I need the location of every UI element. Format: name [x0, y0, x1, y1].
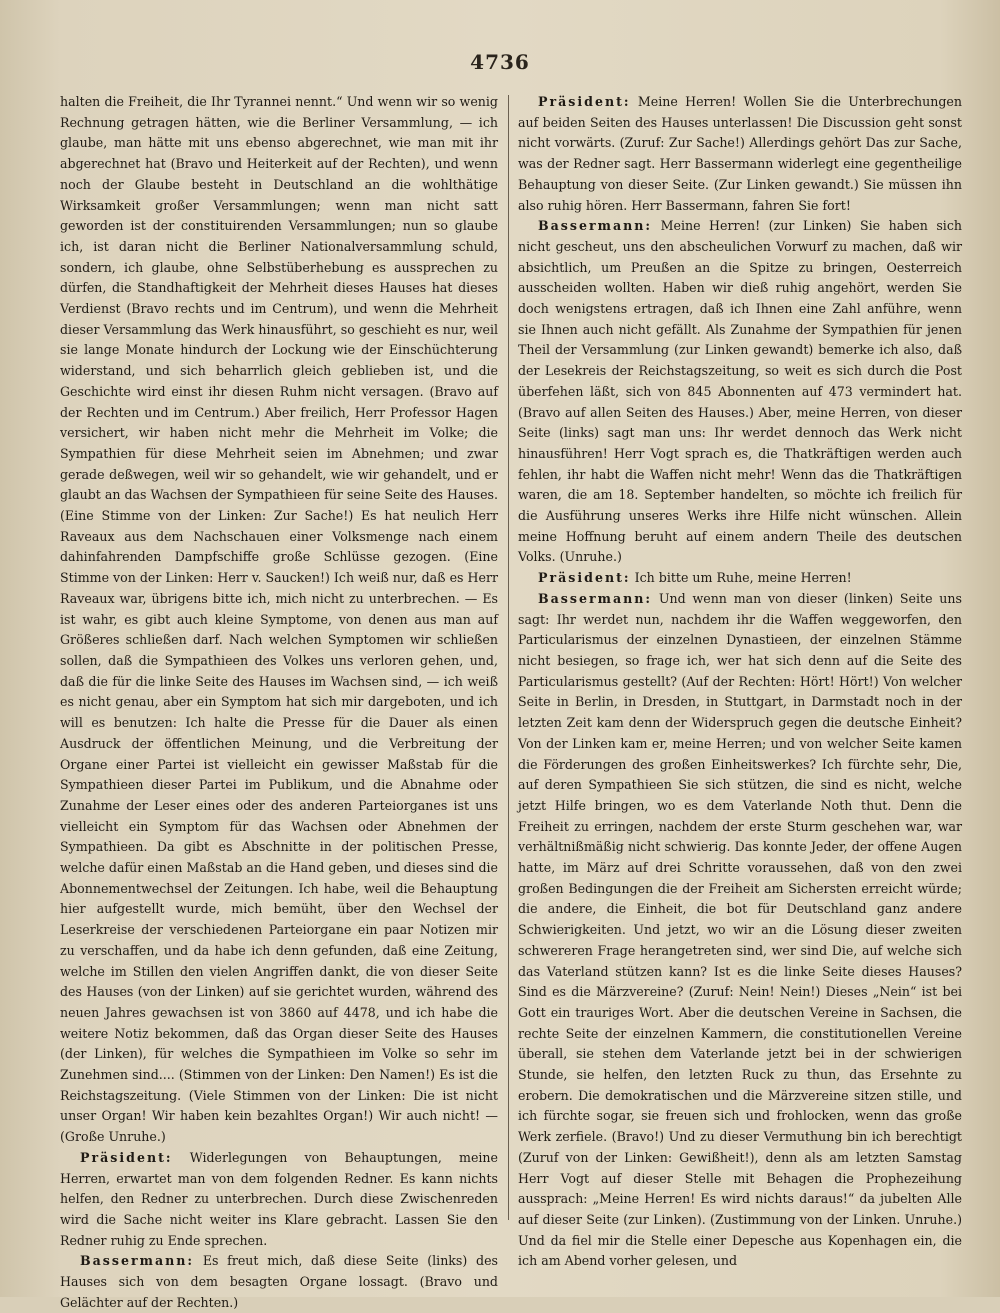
paragraph: [518, 568, 962, 589]
left-column: [60, 92, 498, 1310]
page-number: 4736: [470, 50, 530, 74]
paragraph-text: halten die Freiheit, die Ihr Tyrannei nennt.“ Und wenn wir so wenig Rechnung getragen hätten, wie die Berliner Versammlung, — ich glaube, man hätte mit uns ebenso abgerechnet, wie man mit ihr abgerechnet hat (Bravo und Heiterkeit auf der Rechten), und wenn noch der Glaube besteht in Deutschland an die wohlthätige Wirksamkeit großer Versammlungen; wenn man nicht satt geworden ist der constituirenden Versammlungen; nun so glaube ich, ist daran nicht die Berliner Nationalversammlung schuld, sondern, ich glaube, ohne Selbstüberhebung es aussprechen zu dürfen, die Standhaftigkeit der Mehrheit dieses Hauses hat dieses Verdienst (Bravo rechts und im Centrum), und wenn die Mehrheit dieser Versammlung das Werk hinausführt, so geschieht es nur, weil sie lange Monate hindurch der Lockung wie der Einschüchterung widerstand, und sich beharrlich gleich geblieben ist, und die Geschichte wird einst ihr diesen Ruhm nicht versagen. (Bravo auf der Rechten und im Centrum.) Aber freilich, Herr Professor Hagen versichert, wir haben nicht mehr die Mehrheit im Volke; die Sympathien für diese Mehrheit seien im Abnehmen; und zwar gerade deßwegen, weil wir so gehandelt, wie wir gehandelt, und er glaubt an das Wachsen der Sympathieen für seine Seite des Hauses. (Eine Stimme von der Linken: Zur Sache!) Es hat neulich Herr Raveaux aus dem Nachschauen einer Volksmenge nach einem dahinfahrenden Dampfschiffe große Schlüsse gezogen. (Eine Stimme von der Linken: Herr v. Saucken!) Ich weiß nur, daß es Herr Raveaux war, übrigens bitte ich, mich nicht zu unterbrechen. — Es ist wahr, es gibt auch kleine Symptome, von denen aus man auf Größeres schließen darf. Nach welchen Symptomen wir schließen sollen, daß die Sympathieen des Volkes uns verloren gehen, und, daß die für die linke Seite des Hauses im Wachsen sind, — ich weiß es nicht genau, aber ein Symptom hat sich mir dargeboten, und ich will es benutzen: Ich halte die Presse für die Dauer als einen Ausdruck der öffentlichen Meinung, und die Verbreitung der Organe einer Partei ist vielleicht ein gewisser Maßstab für die Sympathieen dieser Partei im Publikum, und die Abnahme oder Zunahme der Leser eines oder des anderen Parteiorganes ist uns vielleicht ein Symptom für das Wachsen oder Abnehmen der Sympathieen. Da gibt es Abschnitte in der politischen Presse, welche dafür einen Maßstab an die Hand geben, und dieses sind die Abonnementwechsel der Zeitungen. Ich habe, weil die Behauptung hier aufgestellt wurde, mich bemüht, über den Wechsel der Leserkreise der verschiedenen Parteiorgane ein paar Notizen mir zu verschaffen, und da habe ich denn gefunden, daß eine Zeitung, welche im Stillen den vielen Angriffen dankt, die von dieser Seite des Hauses (von der Linken) auf sie gerichtet wurden, während des neuen Jahres gewachsen ist von 3860 auf 4478, und ich habe die weitere Notiz bekommen, daß das Organ dieser Seite des Hauses (der Linken), für welches die Sympathieen im Volke so sehr im Zunehmen sind.... (Stimmen von der Linken: Den Namen!) Es ist die Reichstagszeitung. (Viele Stimmen von der Linken: Die ist nicht unser Organ! Wir haben kein bezahltes Organ!) Wir auch nicht! — (Große Unruhe.): [60, 94, 498, 1145]
speaker-name: Bassermann:: [80, 1253, 195, 1269]
paragraph: [518, 92, 962, 216]
paragraph: [60, 1148, 498, 1252]
speaker-name: Präsident:: [80, 1149, 173, 1165]
paragraph: [60, 92, 498, 1148]
paragraph-text: Meine Herren! Wollen Sie die Unterbrechungen auf beiden Seiten des Hauses unterlassen! Die Discussion geht sonst nicht vorwärts. (Zuruf: Zur Sache!) Allerdings gehört Das zur Sache, was der Redner sagt. Herr Bassermann widerlegt eine gegentheilige Behauptung von dieser Seite. (Zur Linken gewandt.) Sie müssen ihn also ruhig hören. Herr Bassermann, fahren Sie fort!: [518, 94, 962, 213]
speaker-name: Bassermann:: [538, 590, 653, 606]
paragraph-text: Widerlegungen von Behauptungen, meine Herren, erwartet man von dem folgenden Redner. Es kann nichts helfen, den Redner zu unterbrechen. Durch diese Zwischenreden wird die Sache nicht weiter ins Klare gebracht. Lassen Sie den Redner ruhig zu Ende sprechen.: [60, 1149, 498, 1248]
speaker-name: Präsident:: [538, 570, 631, 586]
paragraph: [518, 216, 962, 568]
paragraph-text: Und wenn man von dieser (linken) Seite uns sagt: Ihr werdet nun, nachdem ihr die Waffen weggeworfen, den Particularismus der einzelnen Dynastieen, der einzelnen Stämme nicht besiegen, so frage ich, wer hat sich denn auf die Seite des Particularismus gestellt? (Auf der Rechten: Hört! Hört!) Von welcher Seite in Berlin, in Dresden, in Stuttgart, in Darmstadt noch in der letzten Zeit kam denn der Widerspruch gegen die deutsche Einheit? Von der Linken kam er, meine Herren; und von welcher Seite kamen die Förderungen des großen Einheitswerkes? Ich fürchte sehr, Die, auf deren Sympathieen Sie sich stützen, die sind es nicht, welche jetzt Hilfe bringen, wo es dem Vaterlande Noth thut. Denn die Freiheit zu erringen, nachdem der erste Sturm geschehen war, war verhältnißmäßig nicht schwierig. Das konnte Jeder, der offene Augen hatte, im März auf drei Schritte voraussehen, daß von den zwei großen Bedingungen die der Freiheit am Sichersten erreicht würde; die andere, die Einheit, die bot für Deutschland ganz andere Schwierigkeiten. Und jetzt, wo wir an die Lösung dieser zweiten schwereren Frage herangetreten sind, wer sind Die, auf welche sich das Vaterland stützen kann? Ist es die linke Seite dieses Hauses? Sind es die Märzvereine? (Zuruf: Nein! Nein!) Dieses „Nein“ ist bei Gott ein trauriges Wort. Aber die deutschen Vereine in Sachsen, die rechte Seite der einzelnen Kammern, die constitutionellen Vereine überall, sie stehen dem Vaterlande jetzt bei in der schwierigen Stunde, sie helfen, den letzten Ruck zu thun, das Ersehnte zu erobern. Die demokratischen und die Märzvereine sitzen stille, und ich fürchte sogar, sie freuen sich und frohlocken, wenn das große Werk zerfiele. (Bravo!) Und zu dieser Vermuthung bin ich berechtigt (Zuruf von der Linken: Gewißheit!), denn als am letzten Samstag Herr Vogt auf dieser Stelle mit Behagen die Prophezeihung aussprach: „Meine Herren! Es wird nichts daraus!“ da jubelten Alle auf dieser Seite (zur Linken). (Zustimmung von der Linken. Unruhe.) Und da fiel mir die Stelle einer Depesche aus Kopenhagen ein, die ich am Abend vorher gelesen, und: [518, 590, 962, 1269]
paragraph-text: Ich bitte um Ruhe, meine Herren!: [634, 570, 852, 586]
right-column: [518, 92, 962, 1269]
paragraph: [60, 1251, 498, 1313]
paragraph-text: Es freut mich, daß diese Seite (links) des Hauses sich von dem besagten Organe lossagt. (Bravo und Gelächter auf der Rechten.): [60, 1253, 498, 1310]
speaker-name: Präsident:: [538, 94, 631, 109]
paragraph: [518, 589, 962, 1272]
column-divider: [508, 95, 509, 1220]
paragraph-text: Meine Herren! (zur Linken) Sie haben sich nicht gescheut, uns den abscheulichen Vorwurf zu machen, daß wir absichtlich, um Preußen an die Spitze zu bringen, Oesterreich ausscheiden wollten. Haben wir dieß ruhig angehört, werden Sie doch wenigstens ertragen, daß ich Ihnen eine Zahl anführe, wenn sie Ihnen auch nicht gefällt. Als Zunahme der Sympathien für jenen Theil der Versammlung (zur Linken gewandt) bemerke ich also, daß der Lesekreis der Reichstagszeitung, so weit es sich durch die Post überfehen läßt, sich von 845 Abonnenten auf 473 vermindert hat. (Bravo auf allen Seiten des Hauses.) Aber, meine Herren, von dieser Seite (links) sagt man uns: Ihr werdet dennoch das Werk nicht hinausführen! Herr Vogt sprach es, die Thatkräftigen werden auch fehlen, ihr habt die Waffen nicht mehr! Wenn das die Thatkräftigen waren, die am 18. September handelten, so möchte ich freilich für die Ausführung unseres Werks ihre Hilfe nicht wünschen. Allein meine Hoffnung beruht auf einem andern Theile des deutschen Volks. (Unruhe.): [518, 218, 962, 565]
speaker-name: Bassermann:: [538, 218, 653, 234]
